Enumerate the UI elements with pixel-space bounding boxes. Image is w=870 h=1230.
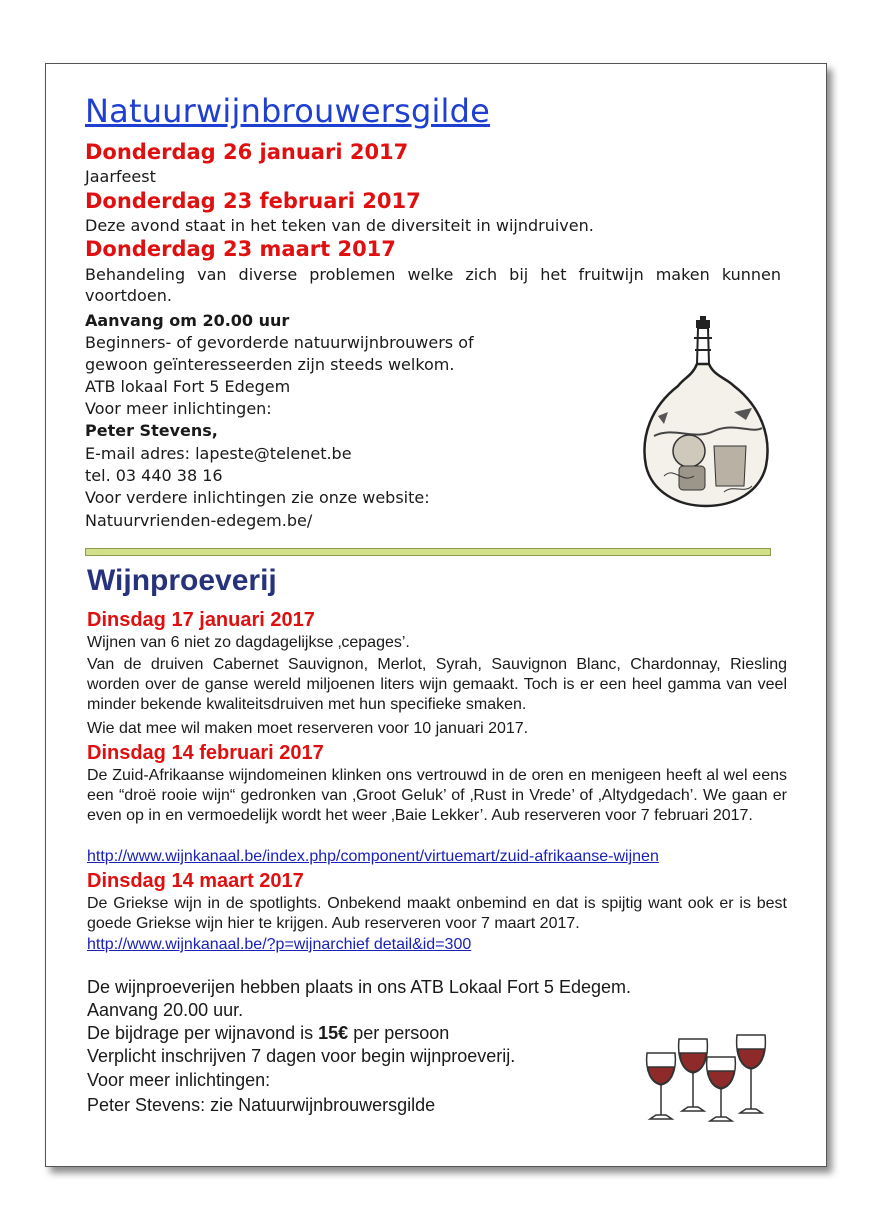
contact-name: Peter Stevens, [85,421,218,440]
event-text: Behandeling van diverse problemen welke zich bij het fruitwijn maken kunnen voortdoen. [85,265,781,305]
welcome-line: gewoon geïnteresseerden zijn steeds welkom. [85,355,455,374]
event-text: De Griekse wijn in de spotlights. Onbekend maakt onbemind en dat is spijtig want ook er is best goede Griekse wijn hier te krijgen. Aub reserveren voor 7 maart 2017. [87,895,787,932]
website-link[interactable]: Natuurvrienden-edegem.be/ [85,511,313,530]
event-text: Deze avond staat in het teken van de diversiteit in wijndruiven. [85,216,594,235]
flyer-page [45,63,827,1167]
section1-title: Natuurwijnbrouwersgilde [85,92,491,130]
contact-phone: tel. 03 440 38 16 [85,466,223,485]
event-link[interactable]: http://www.wijnkanaal.be/index.php/component/virtuemart/zuid-afrikaanse-wijnen [87,848,659,865]
footer-price [87,1022,449,1044]
footer-register: Verplicht inschrijven 7 dagen voor begin wijnproeverij. [87,1046,516,1066]
contact-email: E-mail adres: lapeste@telenet.be [85,444,352,463]
event-link[interactable]: http://www.wijnkanaal.be/?p=wijnarchief detail&id=300 [87,936,472,953]
event-date: Dinsdag 17 januari 2017 [87,609,315,631]
welcome-line: Beginners- of gevorderde natuurwijnbrouwers of [85,333,474,352]
event-text: De Zuid-Afrikaanse wijndomeinen klinken ons vertrouwd in de oren en menigeen heeft al wel eens een “droë rooie wijn“ gedronken van ‚Groot Geluk’ of ‚Rust in Vrede’ of ‚Altydgedach’. We gaan er even op in en vermoedelijk wordt het weer ‚Baie Lekker’. Aub reserveren voor 7 februari 2017. [87,767,787,824]
location: ATB lokaal Fort 5 Edegem [85,377,291,396]
section-divider [85,548,771,556]
footer-place: De wijnproeverijen hebben plaats in ons ATB Lokaal Fort 5 Edegem. [87,977,631,997]
event-date: Donderdag 23 februari 2017 [85,189,421,213]
footer-start: Aanvang 20.00 uur. [87,1000,244,1020]
event-date: Donderdag 23 maart 2017 [85,237,396,261]
price-suffix: per persoon [348,1023,450,1043]
more-info-label: Voor meer inlichtingen: [85,399,272,418]
event-text: Wie dat mee wil maken moet reserveren voor 10 januari 2017. [87,720,529,737]
price-prefix: De bijdrage per wijnavond is [87,1023,319,1043]
wine-glasses-icon [641,1031,771,1126]
footer-contact: Peter Stevens: zie Natuurwijnbrouwersgilde [87,1095,436,1115]
event-text: Jaarfeest [85,167,156,186]
event-date: Dinsdag 14 februari 2017 [87,742,324,764]
footer-more-info: Voor meer inlichtingen: [87,1070,271,1090]
decanter-logo-icon [634,316,784,521]
price-value: 15€ [318,1023,349,1043]
event-date: Dinsdag 14 maart 2017 [87,870,304,892]
event-text: Wijnen van 6 niet zo dagdagelijkse ‚cepages’. [87,634,410,651]
start-time: Aanvang om 20.00 uur [85,311,290,330]
event-text: Van de druiven Cabernet Sauvignon, Merlot, Syrah, Sauvignon Blanc, Chardonnay, Riesling worden over de ganse wereld miljoenen liters wijn gemaakt. Toch is er een heel gamma van veel minder bekende kwaliteitsdruiven met hun specifieke smaken. [87,656,787,713]
website-label: Voor verdere inlichtingen zie onze website: [85,488,430,507]
section2-title: Wijnproeverij [87,564,277,597]
event-date: Donderdag 26 januari 2017 [85,140,409,164]
